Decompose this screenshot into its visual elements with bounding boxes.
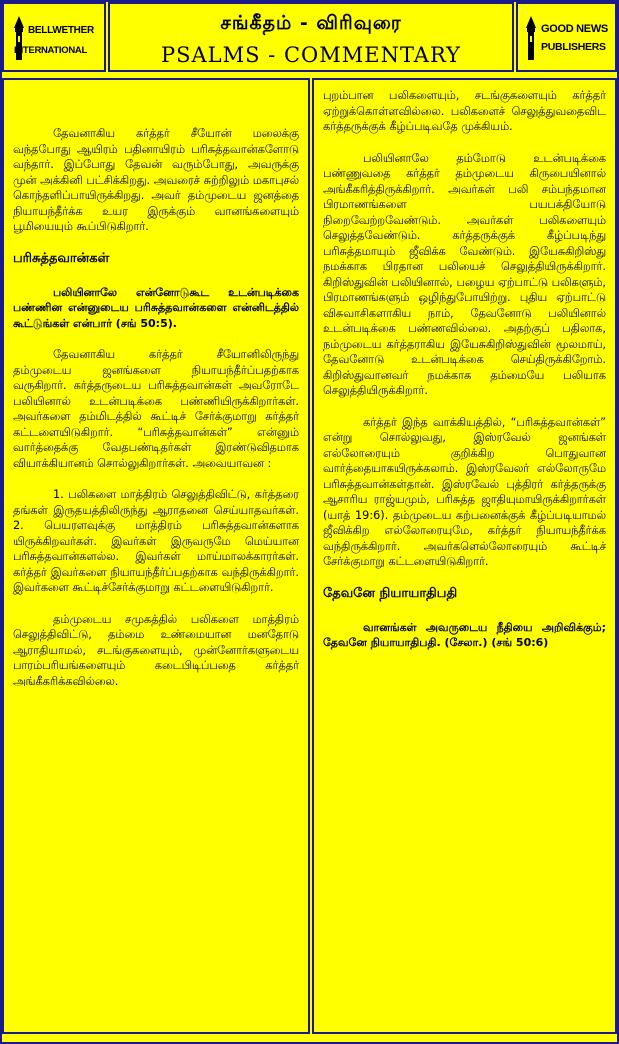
title-english: PSALMS - COMMENTARY <box>160 43 461 67</box>
left-paragraph-1: தேவனாகிய கர்த்தர் சீயோன் மலைக்கு வந்தபோது ஆயிரம் பதினாயிரம் பரிசுத்தவான்களோடு வந்தார். இப்போது தேவன் வரும்போது, அவருக்கு முன் அக்கினி பட்சிக்கிறது. அவரைச் சுற்றிலும் மகாபுசல் கொந்தளிப்பாயிருக்கிறது. அவர் தம்முடைய ஜனத்தை நியாயந்தீர்க்க உயர இருக்கும் வானங்களையும் பூமியையும் கூப்பிடுகிறார். <box>13 127 299 233</box>
logo-left-line1: BELLWETHER <box>28 25 94 36</box>
title-tamil: சங்கீதம் - விரிவுரை <box>220 12 402 34</box>
page-header <box>2 2 617 76</box>
right-paragraph-1: புறம்பான பலிகளையும், சடங்குகளையும் கர்த்தர் ஏற்றுக்கொள்ளவில்லை. பலிகளைச் செலுத்துவதைவிட கர்த்தருக்குக் கீழ்ப்படிவதே முக்கியம். <box>323 89 606 133</box>
title-box <box>108 2 514 72</box>
left-paragraph-2: தேவனாகிய கர்த்தர் சீயோனிலிருந்து தம்முடைய ஜனங்களை நியாயந்தீர்ப்பதற்காக வருகிறார். கர்த்தருடைய பரிசுத்தவான்கள் அவரோடே பலியினால் உடன்படிக்கை பண்ணியிருக்கிறார்கள். அவர்களை தம்மிடத்தில் கூட்டிச் சேர்க்குமாறு கர்த்தர் கட்டளையிடுகிறார். “பரிசுத்தவான்கள்” என்னும் வார்த்தைக்கு வேதபண்டிதர்கள் இரண்டுவிதமாக வியாக்கியானம் சொல்லுகிறார்கள். அவையாவன : <box>13 348 299 470</box>
right-paragraph-3: கர்த்தர் இந்த வாக்கியத்தில், “பரிசுத்தவான்கள்” என்று சொல்லுவது, இஸ்ரவேல் ஜனங்கள் எல்லோரையும் குறிக்கிற பொதுவான வார்த்தையாகயிருக்கலாம். இஸ்ரவேலர் எல்லோருமே பரிசுத்தவான்கள்தான். இஸ்ரவேல் புத்திரர் கர்த்தருக்கு ஆசாரிய ராஜ்யமும், பரிசுத்த ஜாதியுமாயிருக்கிறார்கள் (யாத் 19:6). தம்முடைய கற்பனைக்குக் கீழ்ப்படியாமல் ஜீவிக்கிற எல்லோரையுமே, கர்த்தர் நியாயந்தீர்க்க வந்திருக்கிறார். அவர்களெல்லோரையும் கூட்டிச் சேர்க்குமாறு கட்டளையிடுகிறார். <box>323 415 606 568</box>
bellwether-logo <box>2 2 106 72</box>
logo-right-line2: PUBLISHERS <box>541 41 606 53</box>
logo-left-line2: INTERNATIONAL <box>14 45 87 56</box>
logo-right-line1: GOOD NEWS <box>541 23 608 35</box>
right-column <box>312 78 617 1034</box>
left-paragraph-3: 1. பலிகளை மாத்திரம் செலுத்திவிட்டு, கர்த்தரை தங்கள் இருதயத்திலிருந்து ஆராதனை செய்யாதவர்கள். 2. பெயரளவுக்கு மாத்திரம் பரிசுத்தவான்களாக யிருக்கிறவர்கள். இவர்கள் இருவருமே மெய்யான பரிசுத்தவான்களல்ல. இவர்கள் மாய்மாலக்காரர்கள். கர்த்தர் இவர்களை நியாயந்தீர்ப்பதற்காக வந்திருக்கிறார். இவர்களை கூட்டிச்சேர்க்குமாறு கட்டளையிடுகிறார். <box>13 488 299 594</box>
tower-icon <box>524 16 538 60</box>
right-paragraph-2: பலியினாலே தம்மோடு உடன்படிக்கை பண்ணுவதை கர்த்தர் தம்முடைய கிருபையினால் அங்கீகரித்திருக்கிறார். அவர்கள் பலி சம்பந்தமான பிரமாணங்களை பயபக்தியோடு நிறைவேற்றவேண்டும். அவர்கள் பலிகளையும் செலுத்தவேண்டும். கர்த்தருக்குக் கீழ்ப்படிந்து பரிசுத்தமாயும் ஜீவிக்க வேண்டும். இயேசுகிறிஸ்து நமக்காக பிரதான பலியைச் செலுத்தியிருக்கிறார். கிறிஸ்துவின் பலியினால், பழைய ஏற்பாட்டு பலிகளும், பிரமாணங்களும் ஒழிந்துபோயிற்று. புதிய ஏற்பாட்டு விசுவாசிகளாகிய நாம், தேவனோடு பலியினால் உடன்படிக்கை பண்ணவில்லை. அதற்குப் பதிலாக, நம்முடைய கர்த்தராகிய இயேசுகிறிஸ்துவின் மூலமாய், தேவனோடு உடன்படிக்கை செய்திருக்கிறோம். கிறிஸ்துவானவர் நமக்காக தம்மையே பலியாக செலுத்தியிருக்கிறார். <box>323 151 606 397</box>
verse-psalm-50-5: பலியினாலே என்னோடுகூட உடன்படிக்கை பண்ணின என்னுடைய பரிசுத்தவான்களை என்னிடத்தில் கூட்டுங்கள் என்பார் (சங் 50:5). <box>13 285 299 330</box>
section-heading-god-is-judge: தேவனே நியாயாதிபதி <box>323 585 458 601</box>
verse-psalm-50-6: வானங்கள் அவருடைய நீதியை அறிவிக்கும்; தேவனே நியாயாதிபதி. (சேலா.) (சங் 50:6) <box>323 620 606 649</box>
section-heading-saints: பரிசுத்தவான்கள் <box>13 250 110 266</box>
good-news-logo <box>516 2 617 72</box>
left-paragraph-4: தம்முடைய சமுகத்தில் பலிகளை மாத்திரம் செலுத்திவிட்டு, தம்மை உண்மையான மனதோடு ஆராதியாமல், சடங்குகளையும், முன்னோர்களுடைய பாரம்பரியங்களையும் கடைபிடிப்பதை கர்த்தர் அங்கீகரிக்கவில்லை. <box>13 612 299 688</box>
left-column <box>2 78 310 1034</box>
